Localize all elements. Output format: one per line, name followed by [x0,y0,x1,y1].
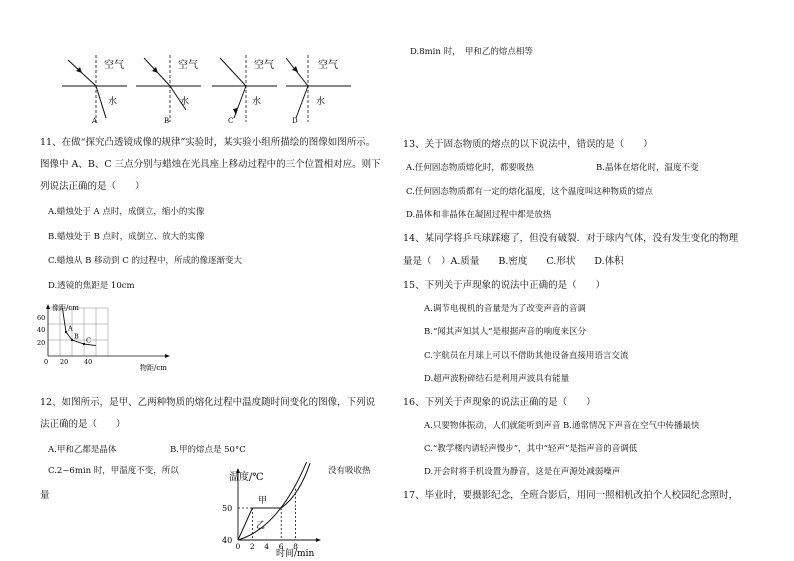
svg-text:水: 水 [252,97,262,107]
lens-point [83,343,85,345]
q12-option-c-cont: 量 [40,490,50,501]
q13-stem: 13、关于固态物质的熔点的以下说法中，错误的是（ ） [403,139,653,150]
q12-stem-line1: 12、如图所示，是甲、乙两种物质的熔化过程中温度随时间变化的图像，下列说 [40,397,376,408]
lens-y-tick: 60 [37,314,46,322]
melt-x-tick: 8 [293,542,298,551]
svg-text:水: 水 [316,97,326,107]
lens-y-label: 像距/cm [52,304,79,312]
q12-option-d: D.8min 时， 甲和乙的熔点相等 [410,47,533,57]
q15-option-a: A.调节电视机的音量是为了改变声音的音调 [424,304,586,314]
q15-option-c: C.宇航员在月球上可以不借助其他设备直接用语言交流 [424,351,629,361]
water-label: 水 [108,97,118,107]
q14-stem-line1: 14、某同学将乒乓球踩瘪了，但没有破裂．对于球内气体，没有发生变化的物理 [403,233,739,244]
melting-temperature-chart [222,462,322,561]
svg-text:C: C [228,117,234,125]
q11-option-c: C.蜡烛从 B 移动到 C 的过程中，所成的像逐渐变大 [48,256,242,266]
q11-stem-line1: 11、在做“探究凸透镜成像的规律”实验时，某实验小组所描绘的图像如图所示。 [40,137,376,148]
air-label: 空气 [104,60,124,71]
melt-x-tick: 2 [249,542,255,551]
q12-option-c-right: 没有吸收热 [328,466,371,476]
melt-y-tick: 50 [222,504,233,513]
melt-y-tick: 40 [222,536,233,545]
q16-option-ab: A.只要物体振动，人们就能听到声音 B.通常情况下声音在空气中传播最快 [424,421,700,431]
lens-y-tick: 40 [37,326,46,334]
panel-letter: A [92,117,98,125]
lens-x-tick: 40 [84,358,93,366]
lens-point [71,339,73,341]
q13-option-c: C.任何固态物质都有一定的熔化温度，这个温度叫这种物质的熔点 [406,187,653,197]
lens-point-label: C [86,336,91,345]
refraction-panel-b [136,55,201,125]
q12-option-b: B.甲的熔点是 50°C [170,445,246,455]
melt-x-tick: 4 [264,542,270,551]
svg-text:水: 水 [180,97,190,107]
q11-option-b: B.蜡烛处于 B 点时，成倒立、放大的实像 [48,232,205,242]
q11-option-d: D.透镜的焦距是 10cm [48,281,135,291]
refraction-panel-d [286,55,351,125]
q11-stem-line2: 图像中 A、B、C 三点分别与蜡烛在光具座上移动过程中的三个位置相对应。则下 [40,159,381,170]
q16-option-d: D.开会时将手机设置为静音，这是在声源处减弱噪声 [424,467,621,477]
melt-x-label: 时间/min [276,549,315,559]
q15-stem: 15、下列关于声现象的说法中正确的是（ ） [403,280,606,291]
q13-option-d: D.晶体和非晶体在凝固过程中都是放热 [406,210,552,220]
q16-stem: 16、下列关于声现象的说法正确的是（ ） [403,397,596,408]
lens-image-distance-chart [36,300,176,376]
q12-option-c-left: C.2~6min 时，甲温度不变，所以 [48,466,179,476]
svg-text:空气: 空气 [318,60,338,71]
lens-x-tick: 20 [60,358,69,366]
q13-option-b: B.晶体在熔化时，温度不变 [596,163,699,173]
refraction-panel-a [62,55,127,125]
melt-x-tick: 0 [235,542,241,551]
q12-stem-line2: 法正确的是（ ） [40,419,126,430]
q14-stem-line2: 量是（ ）A.质量 B.密度 C.形状 D.体积 [403,256,624,267]
q11-stem-line3: 列说法正确的是（ ） [40,181,145,192]
lens-point [65,331,67,333]
q17-stem-line1: 17、毕业时，要摄影纪念，全班合影后，用同一照相机改拍个人校园纪念照时， [403,490,739,501]
svg-text:B: B [164,117,170,125]
svg-text:空气: 空气 [178,60,198,71]
lens-x-tick: 0 [44,358,49,366]
melt-series-jia: 甲 [258,496,268,506]
svg-text:D: D [292,117,298,125]
q15-option-b: B.“闻其声知其人”是根据声音的响度来区分 [424,327,587,337]
q12-option-a: A.甲和乙都是晶体 [48,445,117,455]
refraction-figure [62,50,362,125]
lens-x-label: 物距/cm [140,364,167,372]
lens-point-label: B [74,332,79,341]
q15-option-d: D.超声波粉碎结石是利用声波具有能量 [424,374,570,384]
refraction-panel-c [212,55,277,125]
lens-y-tick: 20 [37,339,46,347]
melt-y-label: 温度/℃ [229,472,264,483]
melt-series-yi: 乙 [256,521,266,531]
svg-text:空气: 空气 [254,60,274,71]
q16-option-c: C.“教学楼内请轻声慢步”，其中“轻声”是指声音的音调低 [424,444,638,454]
lens-point-label: A [68,324,73,333]
melt-x-tick: 6 [278,542,284,551]
q13-option-a: A.任何固态物质熔化时，都要吸热 [406,163,534,173]
q11-option-a: A.蜡烛处于 A 点时，成倒立，缩小的实像 [48,207,205,217]
